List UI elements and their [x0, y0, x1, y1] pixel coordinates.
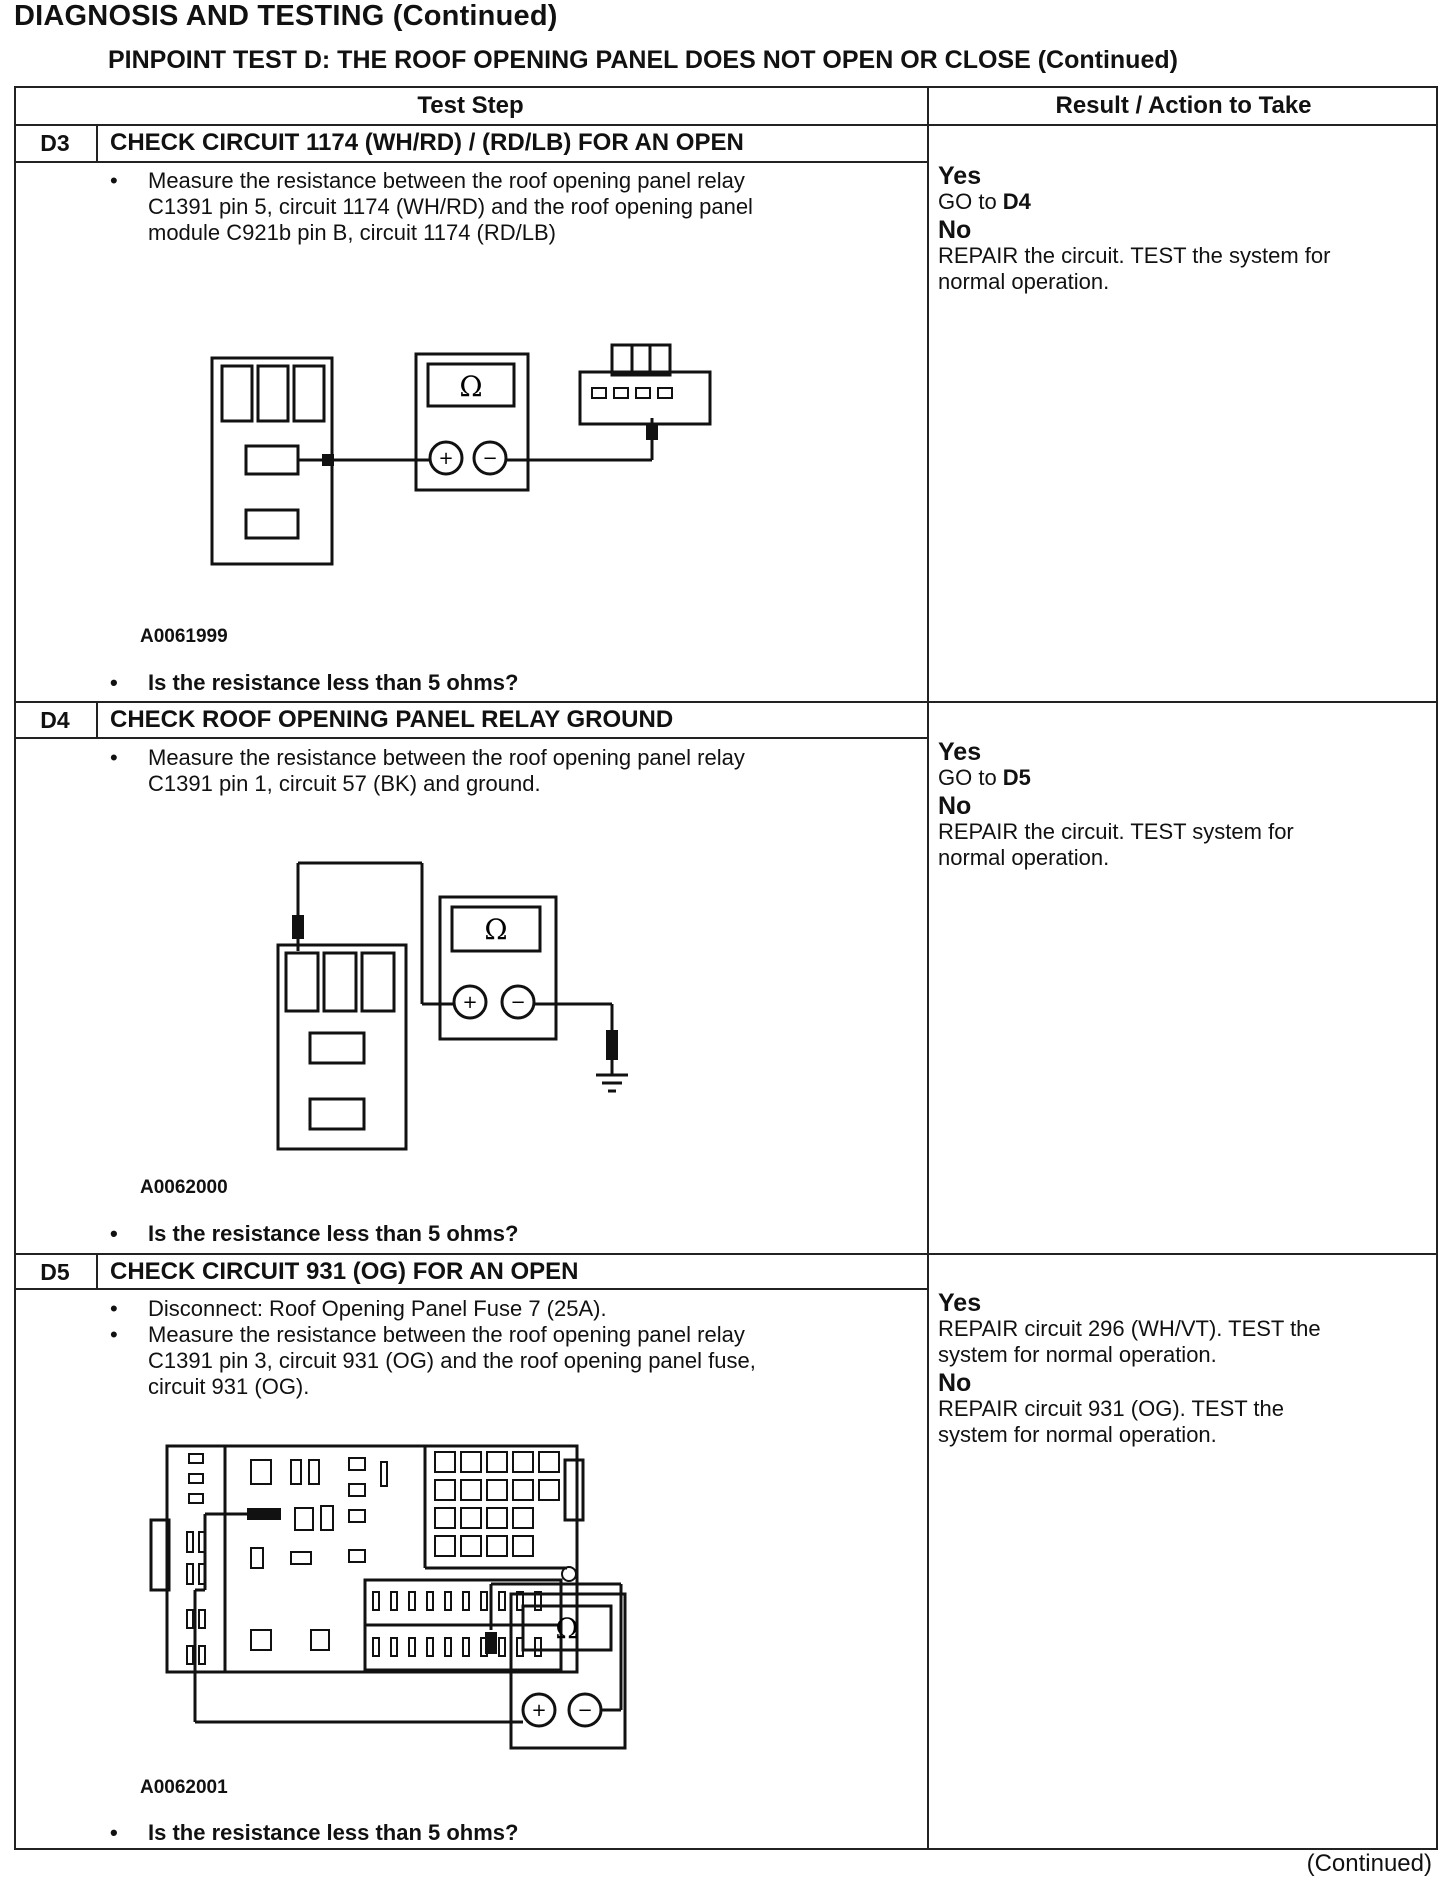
column-header-test-step: Test Step: [417, 92, 524, 119]
no-action-line: REPAIR the circuit. TEST system for: [938, 819, 1294, 844]
yes-action-line: REPAIR circuit 296 (WH/VT). TEST the: [938, 1316, 1321, 1341]
step-id: D4: [40, 707, 70, 733]
fuse-box-wiring-diagram-d5: [145, 1440, 765, 1760]
plus-terminal-label: +: [438, 448, 454, 469]
step-id: D5: [40, 1259, 70, 1285]
no-action-line: REPAIR circuit 931 (OG). TEST the: [938, 1396, 1284, 1421]
wiring-diagram-d3: [200, 340, 720, 570]
result-d5: [938, 1290, 1428, 1448]
no-action-line: REPAIR the circuit. TEST the system for: [938, 243, 1331, 268]
no-action-line: system for normal operation.: [938, 1422, 1217, 1447]
ohm-symbol: Ω: [555, 1612, 579, 1645]
minus-terminal-label: −: [482, 448, 498, 469]
no-action-line: normal operation.: [938, 845, 1110, 870]
yes-action: GO to D5: [938, 765, 1031, 790]
figure-id: A0061999: [140, 626, 228, 647]
no-label: No: [938, 1369, 972, 1397]
column-divider: [927, 86, 929, 1850]
step-title: CHECK CIRCUIT 931 (OG) FOR AN OPEN: [110, 1258, 579, 1285]
yes-action-line: system for normal operation.: [938, 1342, 1217, 1367]
plus-terminal-label: +: [531, 1700, 547, 1721]
page-title: DIAGNOSIS AND TESTING (Continued): [14, 0, 558, 32]
yes-label: Yes: [938, 738, 982, 766]
step-title: CHECK ROOF OPENING PANEL RELAY GROUND: [110, 706, 674, 733]
continued-footer: (Continued): [1306, 1850, 1432, 1877]
step-d3-title-divider: [14, 161, 927, 163]
figure-id: A0062001: [140, 1777, 228, 1798]
yes-label: Yes: [938, 1289, 982, 1317]
go-to-step-link: D5: [1002, 765, 1031, 790]
header-row-divider: [14, 124, 1438, 126]
no-action-line: normal operation.: [938, 269, 1110, 294]
step-d5-title-divider: [14, 1288, 927, 1290]
step-d5-top-divider: [14, 1253, 1438, 1255]
no-label: No: [938, 216, 972, 244]
step-d4-id-divider: [96, 701, 98, 739]
yes-action: GO to D4: [938, 189, 1031, 214]
step-d3-id-divider: [96, 124, 98, 163]
step-d5-id-divider: [96, 1253, 98, 1290]
ohm-symbol: Ω: [459, 370, 483, 403]
result-d3: [938, 163, 1428, 295]
yes-label: Yes: [938, 162, 982, 190]
result-d4: [938, 739, 1428, 871]
plus-terminal-label: +: [462, 992, 478, 1013]
step-title: CHECK CIRCUIT 1174 (WH/RD) / (RD/LB) FOR AN OPEN: [110, 129, 744, 156]
step-id: D3: [40, 130, 70, 156]
step-d4-title-divider: [14, 737, 927, 739]
figure-id: A0062000: [140, 1177, 228, 1198]
go-to-step-link: D4: [1002, 189, 1031, 214]
step-d4-top-divider: [14, 701, 1438, 703]
minus-terminal-label: −: [510, 992, 526, 1013]
no-label: No: [938, 792, 972, 820]
minus-terminal-label: −: [577, 1700, 593, 1721]
ohm-symbol: Ω: [484, 913, 508, 946]
pinpoint-test-title: PINPOINT TEST D: THE ROOF OPENING PANEL DOES NOT OPEN OR CLOSE (Continued): [108, 46, 1178, 74]
column-header-result: Result / Action to Take: [1055, 92, 1312, 119]
wiring-diagram-d4: [270, 855, 630, 1155]
